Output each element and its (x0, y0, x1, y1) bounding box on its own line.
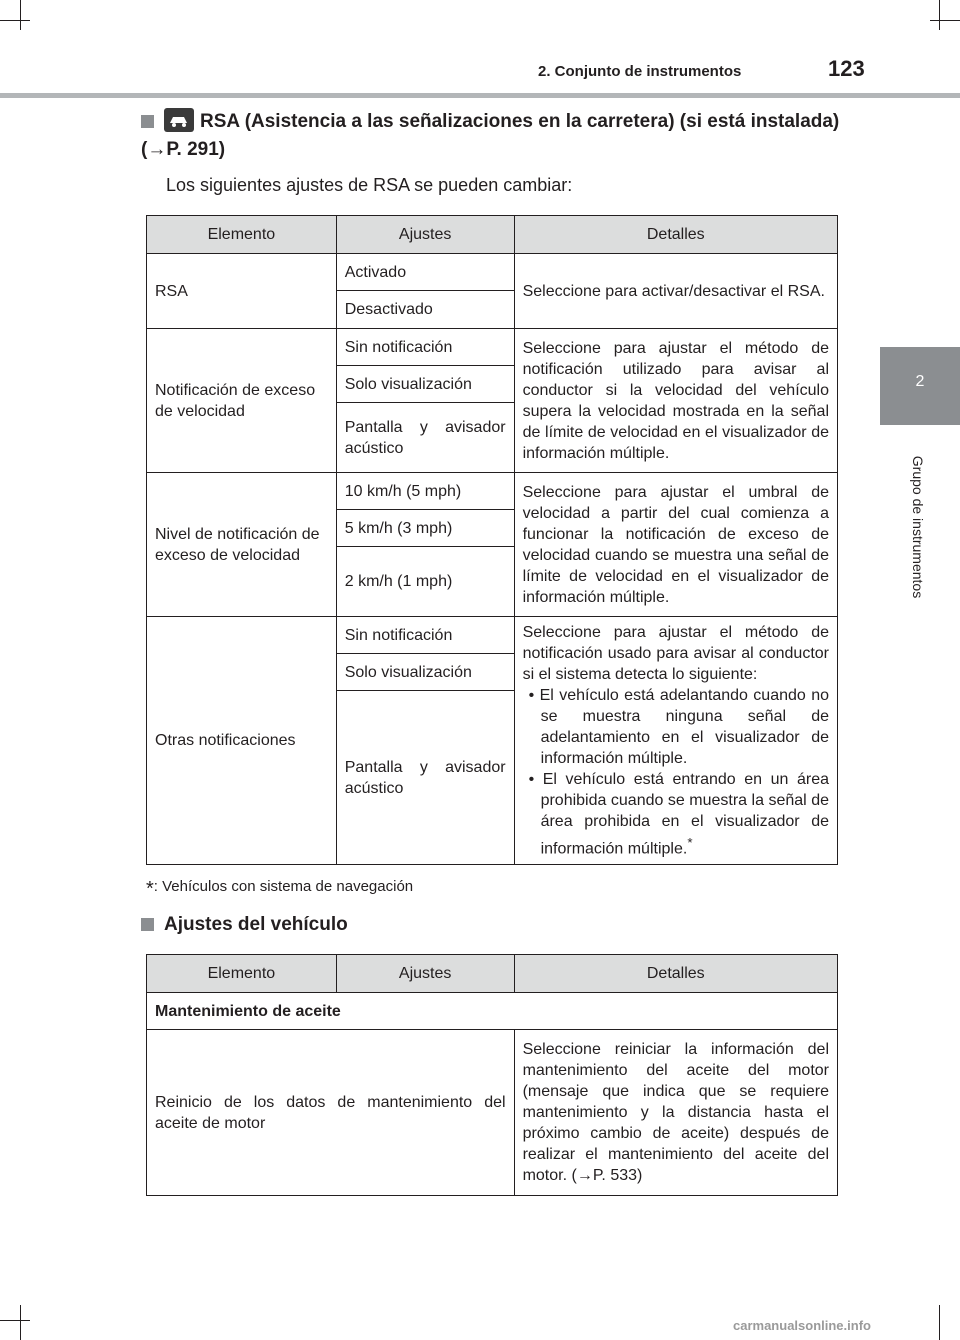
column-header: Ajustes (336, 955, 514, 993)
element-cell: Notificación de exceso de velocidad (147, 329, 337, 473)
crop-mark (939, 0, 940, 30)
header-rule (0, 93, 960, 98)
crop-mark (20, 0, 21, 30)
details-cell: Seleccione para ajustar el umbral de velocidad a partir del cual comienza a funcionar la notificación de exceso de velocidad cuando se muestra una señal de límite de velocidad en el visualizador de información múltiple. (514, 473, 837, 617)
details-cell: Seleccione para ajustar el método de notificación utilizado para avisar al conductor si la velocidad del vehículo supera la velocidad mostrada en la señal de límite de velocidad en el visualizador de información múltiple. (514, 329, 837, 473)
section-title (141, 108, 841, 164)
footnote-star: * (146, 878, 154, 900)
details-bullet (523, 769, 829, 859)
setting-cell: 2 km/h (1 mph) (336, 547, 514, 617)
column-header: Elemento (147, 955, 337, 993)
column-header: Ajustes (336, 216, 514, 254)
details-cell: Seleccione para activar/desactivar el RSA. (514, 254, 837, 329)
element-cell: Otras notificaciones (147, 617, 337, 865)
vehicle-settings-table (146, 954, 838, 1196)
footnote (146, 878, 413, 901)
crop-mark (939, 1305, 940, 1340)
setting-cell: Sin notificación (336, 617, 514, 654)
setting-cell: 10 km/h (5 mph) (336, 473, 514, 510)
footnote-marker: * (687, 834, 693, 850)
details-bullet-text: • El vehículo está entrando en un área prohibida cuando se muestra la señal de área prohibida en el visualizador de información múltiple. (528, 770, 829, 858)
crop-mark (930, 20, 960, 21)
chapter-label: Grupo de instrumentos (910, 455, 926, 599)
page-number: 123 (828, 56, 865, 81)
column-header: Elemento (147, 216, 337, 254)
column-header: Detalles (514, 955, 837, 993)
setting-cell: Solo visualización (336, 654, 514, 691)
square-bullet-icon (141, 918, 154, 931)
setting-cell: Pantalla y avisador acústico (336, 403, 514, 473)
details-cell: Seleccione reiniciar la información del mantenimiento del aceite del motor (mensaje que indica que se requiere mantenimiento y la distancia hasta el próximo cambio de aceite) después de realizar el mantenimiento del aceite del motor. (→P. 533) (514, 1030, 837, 1196)
crop-mark (20, 1305, 21, 1340)
section-title-text: Ajustes del vehículo (164, 914, 348, 935)
column-header: Detalles (514, 216, 837, 254)
element-cell: Reinicio de los datos de mantenimiento del aceite de motor (147, 1030, 515, 1196)
details-intro: Seleccione para ajustar el método de notificación usado para avisar al conductor si el sistema detecta lo siguiente: (522, 623, 829, 683)
details-bullet: • El vehículo está adelantando cuando no se muestra ninguna señal de adelantamiento en el visualizador de información múltiple. (528, 686, 829, 767)
setting-cell: Activado (336, 254, 514, 291)
element-cell: RSA (147, 254, 337, 329)
footnote-text: : Vehículos con sistema de navegación (153, 878, 414, 895)
square-bullet-icon (141, 115, 154, 128)
car-sign-icon (164, 108, 194, 132)
setting-cell: Solo visualización (336, 366, 514, 403)
section-title (141, 914, 348, 936)
details-cell (514, 617, 837, 865)
rsa-settings-table (146, 215, 838, 865)
running-header: 2. Conjunto de instrumentos (538, 63, 742, 80)
crop-mark (0, 1320, 30, 1321)
setting-cell: 5 km/h (3 mph) (336, 510, 514, 547)
setting-cell: Pantalla y avisador acústico (336, 691, 514, 865)
chapter-tab: 2 (880, 347, 960, 425)
watermark: carmanualsonline.info (733, 1318, 871, 1333)
setting-cell: Desactivado (336, 291, 514, 329)
section-title-text: RSA (Asistencia a las señalizaciones en la carretera) (si está instalada) (200, 111, 840, 132)
intro-text: Los siguientes ajustes de RSA se pueden cambiar: (166, 175, 573, 195)
element-cell: Nivel de notificación de exceso de velocidad (147, 473, 337, 617)
crop-mark (0, 20, 30, 21)
page-reference: (→P. 291) (141, 139, 226, 160)
group-row: Mantenimiento de aceite (147, 993, 838, 1030)
setting-cell: Sin notificación (336, 329, 514, 366)
